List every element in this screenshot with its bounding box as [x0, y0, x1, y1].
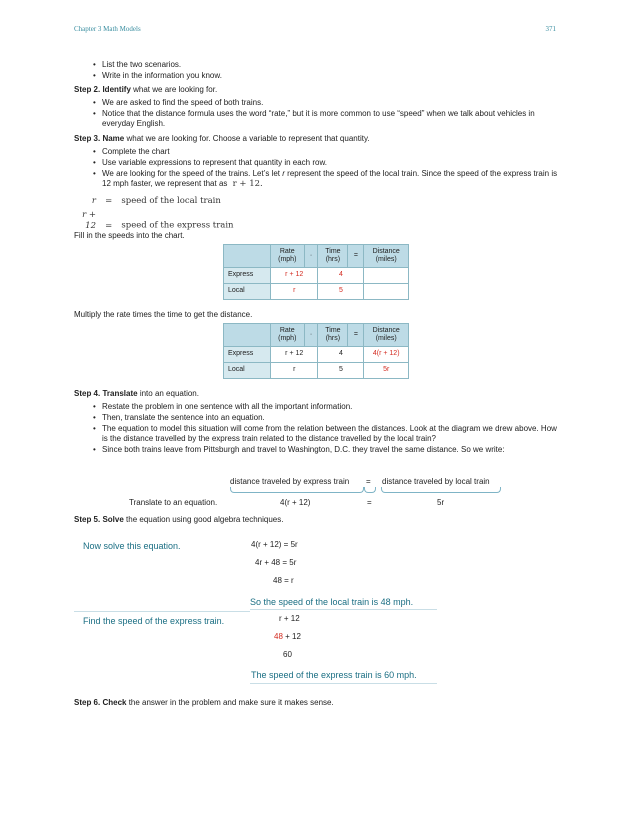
list-item: • Use variable expressions to represent that quantity in each row. — [93, 158, 563, 168]
distance-cell — [364, 268, 409, 284]
table-row — [224, 347, 409, 363]
substituted-value: 48 — [274, 632, 283, 641]
equals-sign: = — [348, 245, 364, 268]
times-sign: · — [304, 245, 318, 268]
equation-equals: = — [367, 498, 372, 507]
step5-heading — [74, 515, 283, 525]
solve-line: 4(r + 12) = 5r — [251, 540, 298, 549]
step4-heading — [74, 389, 199, 399]
express-line: 48 + 12 — [274, 632, 301, 641]
step3-text: what we are looking for. Choose a variable to represent that quantity. — [124, 134, 370, 143]
step3-heading — [74, 134, 370, 144]
speed-chart-2 — [223, 323, 409, 379]
underbrace-mid — [364, 487, 376, 493]
list-item: • Since both trains leave from Pittsburgh and travel to Washington, D.C. they travel the same distance. So we write: — [93, 445, 563, 455]
phrase-equals: = — [366, 477, 371, 486]
bullet-text: We are looking for the speed of the trains. Let’s let — [102, 169, 283, 178]
equation-left: 4(r + 12) — [280, 498, 311, 507]
step6-heading — [74, 698, 334, 708]
step5-text: the equation using good algebra techniques. — [123, 515, 284, 524]
row-label: Express — [224, 268, 271, 284]
time-cell: 5 — [318, 284, 364, 300]
divider — [74, 611, 250, 612]
list-item: • List the two scenarios. — [93, 60, 563, 70]
corner-cell — [224, 245, 271, 268]
rate-header: Rate (mph) — [271, 324, 305, 347]
step4-bullet-list — [93, 402, 563, 456]
variable-definition-1 — [74, 196, 264, 207]
local-speed-conclusion: So the speed of the local train is 48 mph. — [250, 597, 414, 607]
divider — [250, 609, 437, 610]
solve-prompt: Now solve this equation. — [83, 541, 181, 551]
distance-header: Distance (miles) — [364, 324, 409, 347]
def1-rhs: speed of the local train — [121, 196, 221, 206]
list-item: • We are asked to find the speed of both trains. — [93, 98, 563, 108]
multiply-instruction: Multiply the rate times the time to get the distance. — [74, 310, 253, 319]
express-line: r + 12 — [279, 614, 300, 623]
solve-line: 48 = r — [273, 576, 294, 585]
step4-label: Step 4. Translate — [74, 389, 138, 398]
def1-lhs: r — [91, 196, 96, 206]
bullet-text: represent the speed of the local train. Since the speed of the express train is 12 mph faster, we represent that as — [102, 169, 558, 188]
rate-cell: r + 12 — [271, 347, 318, 363]
list-item: • Notice that the distance formula uses the word “rate,” but it is more common to use “speed” when we talk about vehicles in everyday English. — [93, 109, 563, 129]
row-label: Express — [224, 347, 271, 363]
intro-bullet-list — [93, 60, 563, 82]
underbrace-right — [381, 487, 501, 493]
step2-text: what we are looking for. — [130, 85, 218, 94]
step3-bullet-list — [93, 147, 563, 191]
step2-heading — [74, 85, 217, 95]
equals-sign: = — [105, 196, 113, 206]
variable-definition-2 — [74, 210, 264, 231]
rate-cell: r — [271, 363, 318, 379]
row-label: Local — [224, 363, 271, 379]
equals-sign: = — [348, 324, 364, 347]
solve-line: 4r + 48 = 5r — [255, 558, 297, 567]
page-number: 371 — [545, 25, 556, 33]
equals-sign: = — [105, 220, 113, 231]
def2-rhs: speed of the express train — [121, 220, 234, 231]
divider — [250, 683, 437, 684]
step5-label: Step 5. Solve — [74, 515, 124, 524]
step3-label: Step 3. Name — [74, 134, 125, 143]
list-item: • Restate the problem in one sentence with all the important information. — [93, 402, 563, 412]
distance-cell: 5r — [364, 363, 409, 379]
express-prompt: Find the speed of the express train. — [83, 616, 225, 626]
express-expression: r + 12. — [232, 179, 263, 189]
distance-header: Distance (miles) — [364, 245, 409, 268]
express-line: 60 — [283, 650, 292, 659]
equation-right: 5r — [437, 498, 445, 507]
phrase-express-distance: distance traveled by express train — [230, 477, 350, 486]
distance-cell: 4(r + 12) — [364, 347, 409, 363]
rate-cell: r + 12 — [271, 268, 318, 284]
time-header: Time (hrs) — [318, 324, 348, 347]
fill-instruction: Fill in the speeds into the chart. — [74, 231, 185, 240]
times-sign: · — [304, 324, 318, 347]
step6-text: the answer in the problem and make sure it makes sense. — [126, 698, 334, 707]
express-speed-conclusion: The speed of the express train is 60 mph. — [251, 670, 417, 680]
list-item: • Then, translate the sentence into an equation. — [93, 413, 563, 423]
speed-chart-1 — [223, 244, 409, 300]
row-label: Local — [224, 284, 271, 300]
list-item: • Write in the information you know. — [93, 71, 563, 81]
variable-r: r — [282, 169, 285, 178]
time-cell: 4 — [318, 268, 364, 284]
def2-lhs: r + 12 — [82, 210, 96, 231]
table-row — [224, 363, 409, 379]
step6-label: Step 6. Check — [74, 698, 127, 707]
translate-label: Translate to an equation. — [129, 498, 218, 507]
time-header: Time (hrs) — [318, 245, 348, 268]
corner-cell — [224, 324, 271, 347]
underbrace-left — [230, 487, 364, 493]
step2-label: Step 2. Identify — [74, 85, 131, 94]
rate-cell: r — [271, 284, 318, 300]
table-row — [224, 284, 409, 300]
list-item: • Complete the chart — [93, 147, 563, 157]
rate-header: Rate (mph) — [271, 245, 305, 268]
chapter-header: Chapter 3 Math Models — [74, 25, 141, 33]
time-cell: 5 — [318, 363, 364, 379]
table-row — [224, 268, 409, 284]
step4-text: into an equation. — [137, 389, 199, 398]
step2-bullet-list — [93, 98, 563, 130]
phrase-local-distance: distance traveled by local train — [382, 477, 490, 486]
list-item: • The equation to model this situation will come from the relation between the distances. Look at the diagram we drew above. How is the distance travelled by the express train related to the distance travelled by the local train? — [93, 424, 563, 444]
distance-cell — [364, 284, 409, 300]
list-item — [93, 169, 563, 190]
time-cell: 4 — [318, 347, 364, 363]
